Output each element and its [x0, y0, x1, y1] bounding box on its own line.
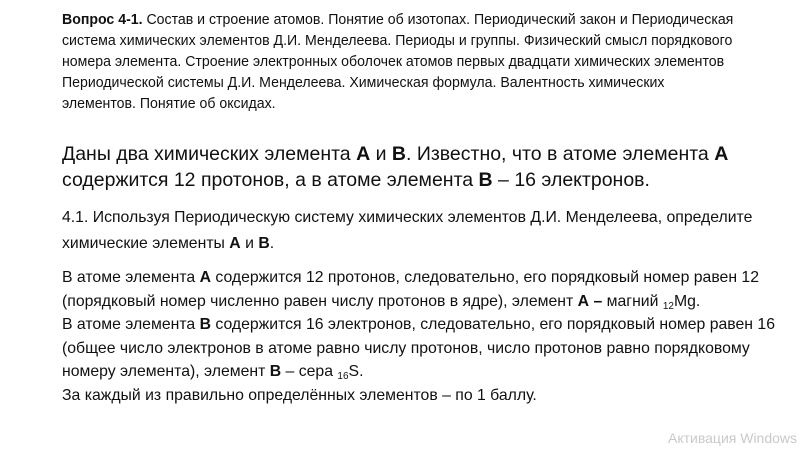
question-number: Вопрос 4-1. [62, 11, 143, 28]
windows-activation-watermark: Активация Windows [668, 430, 798, 446]
sub-question: 4.1. Используя Периодическую систему химических элементов Д.И. Менделеева, определите химические элементы А и В. [62, 209, 753, 252]
scoring-note: За каждый из правильно определённых элементов – по 1 баллу. [62, 386, 537, 404]
topic-header [62, 9, 741, 114]
topic-text: Состав и строение атомов. Понятие об изотопах. Периодический закон и Периодическая система химических элементов Д.И. Менделеева. Периоды и группы. Физический смысл порядкового номера элемента. Строение электронных оболочек атомов первых двадцати химических элементов Периодической системы Д.И. Менделеева. Химическая формула. Валентность химических элементов. Понятие об оксидах. [62, 11, 734, 112]
problem-statement: Даны два химических элемента А и В. Известно, что в атоме элемента А содержится 12 протонов, а в атоме элемента В – 16 электронов. [62, 143, 729, 191]
answer-element-a: В атоме элемента А содержится 12 протонов, следовательно, его порядковый номер равен 12 (порядковый номер численно равен числу протонов в ядре), элемент А – магний $_{12}$Mg. [62, 269, 759, 312]
answer-element-b: В атоме элемента В содержится 16 электронов, следовательно, его порядковый номер равен 16 (общее число электронов в атоме равно числу протонов, число протонов равно порядковому номеру элемента), элемент В – сера $_{16}$S. [62, 316, 775, 383]
answer-text [62, 266, 792, 408]
